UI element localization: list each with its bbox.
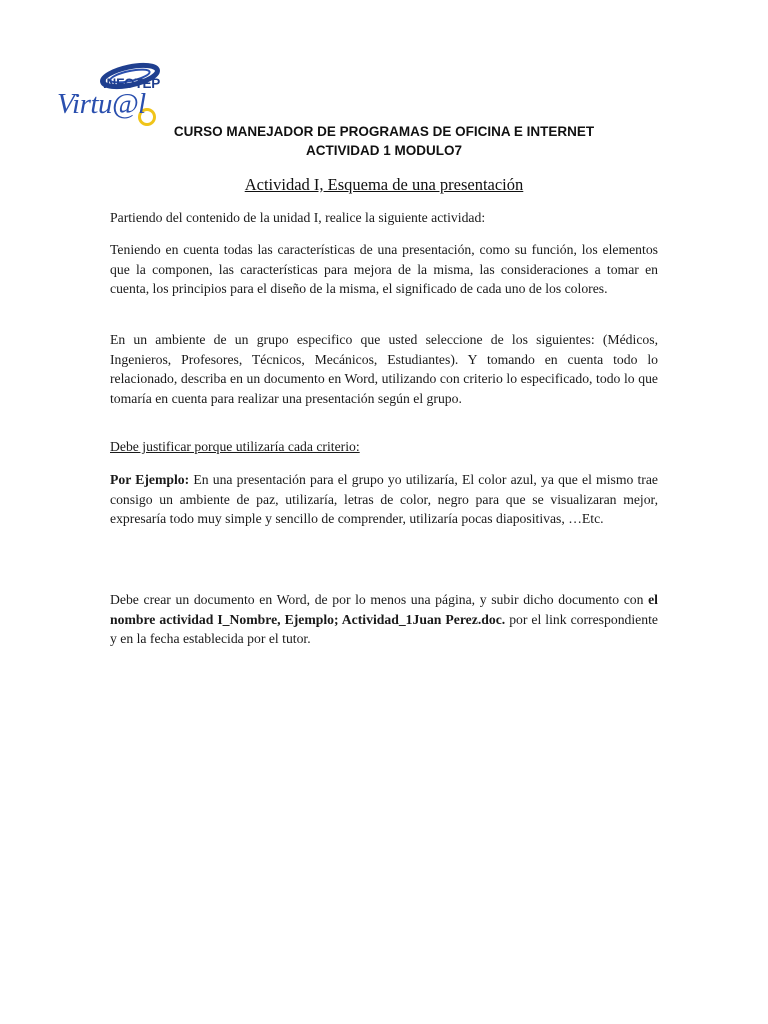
intro-paragraph: Partiendo del contenido de la unidad I, realice la siguiente actividad: — [110, 210, 486, 225]
logo-brand-text: INFOTEP — [103, 76, 161, 91]
task-paragraph: En un ambiente de un grupo especifico que usted seleccione de los siguientes: (Médicos, Ingenieros, Profesores, Técnicos, Mecánicos, Estudiantes). Y tomando en cuenta todo lo relacionado, describa en un documento en Word, utilizando con criterio lo especificado, todo lo que tomaría en cuenta para realizar una presentación según el grupo. — [110, 332, 658, 406]
course-header — [0, 122, 768, 160]
submission-text-end: por el link correspondiente y en la fecha establecida por el tutor. — [110, 611, 658, 646]
submission-filename: el nombre actividad I_Nombre, Ejemplo; Actividad_1Juan Perez.doc. — [110, 592, 658, 627]
example-paragraph — [110, 470, 658, 529]
submission-text-start: Debe crear un documento en Word, de por lo menos una página, y subir dicho documento con — [110, 592, 649, 607]
submission-paragraph — [110, 590, 658, 649]
example-label: Por Ejemplo: — [110, 472, 190, 487]
infotep-virtual-logo — [55, 62, 175, 128]
context-paragraph: Teniendo en cuenta todas las características de una presentación, como su función, los elementos que la componen, las características para mejora de la misma, las consideraciones a tomar en cuenta, los principios para el diseño de la misma, el significado de cada uno de los colores. — [110, 242, 658, 296]
activity-module: ACTIVIDAD 1 MODULO7 — [305, 143, 462, 158]
page-title: Actividad I, Esquema de una presentación — [244, 175, 524, 194]
logo-script-text: Virtu@l — [57, 88, 146, 120]
example-text: En una presentación para el grupo yo utilizaría, El color azul, ya que el mismo trae consigo un ambiente de paz, utilizaría, letras de color, negro para que se visualizaran mejor, expresaría todo muy simple y sencillo de comprender, utilizaría pocas diapositivas, …Etc. — [110, 472, 658, 526]
justify-instruction: Debe justificar porque utilizaría cada criterio: — [110, 439, 360, 454]
course-title: CURSO MANEJADOR DE PROGRAMAS DE OFICINA E INTERNET — [173, 124, 595, 139]
